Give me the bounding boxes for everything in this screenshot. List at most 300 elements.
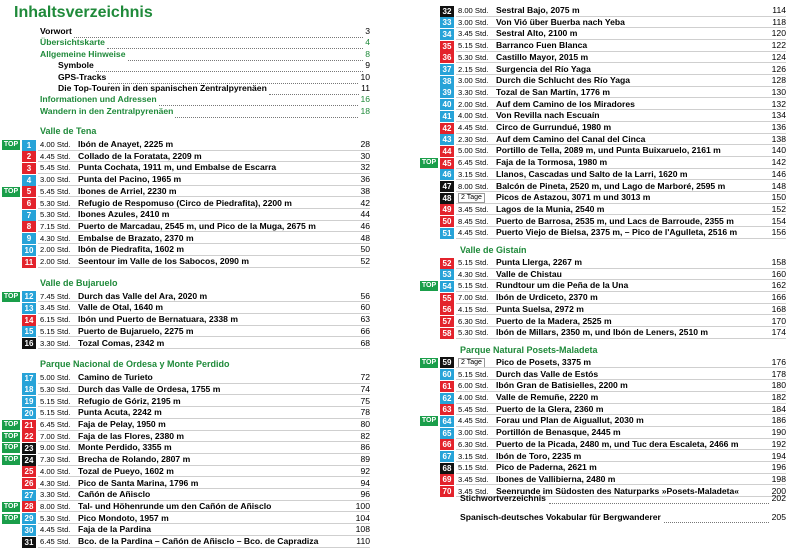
tour-page: 110 xyxy=(356,536,370,546)
tour-page: 52 xyxy=(360,256,370,266)
top-tour-badge: TOP xyxy=(3,292,19,300)
tour-number: 40 xyxy=(440,99,454,110)
front-matter-row[interactable] xyxy=(40,49,370,60)
tour-duration: 2.00 Std. xyxy=(40,245,71,255)
tour-number: 37 xyxy=(440,64,454,75)
tour-name: Valle de Remuñe, 2220 m xyxy=(496,392,599,402)
tour-number: 46 xyxy=(440,169,454,180)
tour-name: Sestral Alto, 2100 m xyxy=(496,28,578,39)
tour-name: Tozal de San Martín, 1776 m xyxy=(496,86,610,97)
tour-duration: 7.30 Std. xyxy=(40,455,71,465)
top-tour-badge: TOP xyxy=(3,444,19,452)
tour-row[interactable] xyxy=(420,64,786,76)
tour-number: 61 xyxy=(440,381,454,392)
tour-number: 7 xyxy=(22,210,36,221)
tour-number: 32 xyxy=(440,6,454,17)
front-matter xyxy=(40,26,370,117)
tour-number: 36 xyxy=(440,52,454,63)
tour-duration: 6.00 Std. xyxy=(458,381,489,391)
tour-name: Valle de Chistau xyxy=(496,268,562,279)
tour-duration: 4.45 Std. xyxy=(458,123,489,132)
tour-page: 158 xyxy=(771,257,786,267)
tour-number: 51 xyxy=(440,228,454,239)
tour-number: 4 xyxy=(22,175,36,186)
front-matter-page: 16 xyxy=(360,94,370,105)
tour-number: 8 xyxy=(22,221,36,232)
tour-duration: 4.45 Std. xyxy=(458,228,489,238)
row-rule xyxy=(456,238,786,239)
tour-row[interactable] xyxy=(420,17,786,29)
tour-row[interactable] xyxy=(420,380,786,392)
tour-page: 194 xyxy=(771,450,786,461)
tour-row[interactable] xyxy=(2,314,370,326)
tour-page: 124 xyxy=(771,51,786,62)
tour-number: 19 xyxy=(22,396,36,407)
leader-dots xyxy=(175,106,358,118)
tour-name: Llanos, Cascadas und Salto de la Larri, 1620 m xyxy=(496,168,688,179)
tour-duration: 4.00 Std. xyxy=(458,111,489,121)
tour-name: Sestral Bajo, 2075 m xyxy=(496,5,580,15)
tour-duration: 6.45 Std. xyxy=(40,420,71,429)
leader-dots xyxy=(128,49,363,61)
tour-row[interactable] xyxy=(420,40,786,52)
top-tour-badge: TOP xyxy=(421,282,437,290)
leader-dots xyxy=(549,492,769,504)
tour-duration: 3.45 Std. xyxy=(40,303,71,313)
tour-duration: 6.45 Std. xyxy=(458,158,489,168)
tour-number: 59 xyxy=(440,357,454,368)
tour-page: 200 xyxy=(771,485,786,496)
tour-row[interactable] xyxy=(420,304,786,316)
tour-name: Ibones de Vallibierna, 2480 m xyxy=(496,473,616,484)
tour-row[interactable] xyxy=(2,524,370,536)
tour-number: 62 xyxy=(440,393,454,404)
tour-name: Puerto de Marcadau, 2545 m, und Pico de la Muga, 2675 m xyxy=(78,220,316,231)
tour-page: 196 xyxy=(771,462,786,473)
tour-duration: 6.30 Std. xyxy=(458,439,489,449)
tour-duration: 6.30 Std. xyxy=(458,316,489,326)
tour-duration: 5.15 Std. xyxy=(458,369,489,379)
tour-duration: 3.30 Std. xyxy=(40,490,71,500)
tour-duration: 2.30 Std. xyxy=(458,134,489,144)
tour-number: 3 xyxy=(22,163,36,174)
tour-row[interactable] xyxy=(420,316,786,328)
tour-duration: 8.00 Std. xyxy=(458,181,489,191)
tour-number: 43 xyxy=(440,134,454,145)
tour-name: Durch das Valle de Estós xyxy=(496,368,599,379)
tour-name: Pico de Posets, 3375 m xyxy=(496,356,592,367)
tour-duration: 4.45 Std. xyxy=(40,525,71,535)
tour-row[interactable] xyxy=(2,186,370,198)
tour-name: Balcón de Pineta, 2520 m, und Lago de Marboré, 2595 m xyxy=(496,180,726,191)
front-matter-page: 8 xyxy=(365,48,370,59)
tour-duration: 3.45 Std. xyxy=(458,474,489,484)
tour-duration: 5.15 Std. xyxy=(458,258,489,267)
tour-page: 108 xyxy=(355,524,370,535)
tour-page: 130 xyxy=(771,86,786,97)
tour-row[interactable] xyxy=(420,145,786,157)
tour-row[interactable] xyxy=(2,536,370,548)
tour-row[interactable] xyxy=(2,338,370,350)
tour-name: Cañón de Añisclo xyxy=(78,489,151,500)
tour-page: 50 xyxy=(360,244,370,255)
tour-row[interactable] xyxy=(420,292,786,304)
tour-row[interactable] xyxy=(420,427,786,439)
tour-name: Puerto de Bujaruelo, 2275 m xyxy=(78,325,194,336)
tour-page: 154 xyxy=(771,215,786,226)
tour-page: 94 xyxy=(360,477,370,488)
tour-row[interactable] xyxy=(420,99,786,111)
duration-badge: 2 Tage xyxy=(458,358,485,368)
tour-row[interactable] xyxy=(2,221,370,233)
tour-row[interactable] xyxy=(420,439,786,451)
tour-name: Refugio de Góriz, 2195 m xyxy=(78,395,181,406)
tour-page: 178 xyxy=(771,368,786,379)
tour-row[interactable] xyxy=(420,451,786,463)
tour-row[interactable] xyxy=(2,442,370,454)
tour-row[interactable] xyxy=(420,122,786,134)
leader-dots xyxy=(664,511,769,523)
tour-duration: 3.00 Std. xyxy=(458,17,489,27)
front-matter-row[interactable] xyxy=(40,60,370,71)
tour-row[interactable] xyxy=(420,327,786,339)
tour-page: 56 xyxy=(360,290,370,301)
tour-name: Ibón de Anayet, 2225 m xyxy=(78,139,174,149)
tour-row[interactable] xyxy=(420,28,786,40)
tour-duration: 2.00 Std. xyxy=(40,257,71,266)
tour-duration: 5.30 Std. xyxy=(40,198,71,208)
tour-duration: 4.30 Std. xyxy=(40,233,71,243)
tour-row[interactable] xyxy=(420,415,786,427)
front-matter-page: 9 xyxy=(365,60,370,71)
tour-name: Portillo de Tella, 2089 m, und Punta Buixaruelo, 2161 m xyxy=(496,145,721,156)
tour-duration: 7.00 Std. xyxy=(458,293,489,303)
tour-number: 17 xyxy=(22,373,36,384)
tour-row[interactable] xyxy=(420,52,786,64)
front-matter-row[interactable] xyxy=(40,106,370,117)
tour-duration: 5.15 Std. xyxy=(40,326,71,336)
tour-page: 92 xyxy=(360,465,370,476)
tour-row[interactable] xyxy=(2,478,370,490)
back-matter-row[interactable] xyxy=(460,511,786,523)
tour-name: Faja de la Pardina xyxy=(78,524,152,535)
tour-number: 23 xyxy=(22,443,36,454)
tour-name: Auf dem Camino del Canal del Cinca xyxy=(496,133,646,144)
tour-page: 28 xyxy=(360,139,370,149)
tour-page: 72 xyxy=(360,372,370,383)
top-tour-badge: TOP xyxy=(3,187,19,195)
tour-number: 68 xyxy=(440,463,454,474)
tour-page: 148 xyxy=(771,180,786,191)
tour-page: 118 xyxy=(772,16,786,27)
tour-page: 166 xyxy=(771,292,786,303)
tour-row[interactable] xyxy=(2,256,370,268)
tour-duration: 2.00 Std. xyxy=(458,99,489,109)
tour-number: 13 xyxy=(22,303,36,314)
front-matter-page: 10 xyxy=(360,71,370,82)
top-tour-badge: TOP xyxy=(3,432,19,440)
tour-name: Pico de Paderna, 2621 m xyxy=(496,462,597,473)
tour-number: 35 xyxy=(440,41,454,52)
tour-page: 176 xyxy=(771,356,786,367)
row-rule xyxy=(38,547,370,548)
tour-number: 47 xyxy=(440,181,454,192)
tour-name: Puerto de la Glera, 2360 m xyxy=(496,403,604,414)
tour-duration: 6.15 Std. xyxy=(40,315,71,325)
tour-row[interactable] xyxy=(2,489,370,501)
tour-page: 168 xyxy=(771,303,786,314)
tour-number: 29 xyxy=(22,513,36,524)
tour-page: 44 xyxy=(360,209,370,220)
tour-duration: 5.00 Std. xyxy=(40,373,71,383)
tour-number: 31 xyxy=(22,537,36,548)
tour-duration: 3.30 Std. xyxy=(40,338,71,348)
tour-row[interactable] xyxy=(420,357,786,369)
tour-number: 34 xyxy=(440,29,454,40)
tour-number: 16 xyxy=(22,338,36,349)
tour-row[interactable] xyxy=(2,244,370,256)
tour-number: 28 xyxy=(22,501,36,512)
tour-number: 54 xyxy=(440,281,454,292)
section-heading: Valle de Bujaruelo xyxy=(40,277,118,288)
tour-number: 66 xyxy=(440,439,454,450)
top-tour-badge: TOP xyxy=(421,159,437,167)
tour-row[interactable] xyxy=(420,269,786,281)
tour-number: 44 xyxy=(440,146,454,157)
front-matter-row[interactable] xyxy=(40,26,370,37)
tour-row[interactable] xyxy=(420,404,786,416)
tour-name: Faja de las Flores, 2380 m xyxy=(78,430,185,441)
tour-number: 65 xyxy=(440,428,454,439)
tour-duration: 5.30 Std. xyxy=(40,384,71,394)
tour-row[interactable] xyxy=(420,462,786,474)
tour-row[interactable] xyxy=(420,369,786,381)
tour-number: 14 xyxy=(22,315,36,326)
tour-row[interactable] xyxy=(420,216,786,228)
tour-name: Ibón Gran de Batisielles, 2200 m xyxy=(496,380,628,391)
tour-page: 184 xyxy=(771,403,786,414)
tour-row[interactable] xyxy=(2,151,370,163)
tour-number: 22 xyxy=(22,431,36,442)
tour-row[interactable] xyxy=(420,280,786,292)
tour-name: Ibón de Urdiceto, 2370 m xyxy=(496,292,598,303)
tour-duration: 5.15 Std. xyxy=(458,463,489,473)
tour-row[interactable] xyxy=(420,227,786,239)
tour-page: 60 xyxy=(360,302,370,313)
tour-page: 89 xyxy=(360,454,370,465)
tour-name: Ibón de Piedrafita, 1602 m xyxy=(78,244,185,255)
tour-number: 67 xyxy=(440,451,454,462)
tour-name: Seenrunde im Südosten des Naturparks »Posets-Maladeta« xyxy=(496,485,740,496)
tour-page: 140 xyxy=(771,145,786,156)
tour-duration: 5.45 Std. xyxy=(40,163,71,173)
top-tour-badge: TOP xyxy=(421,417,437,425)
tour-page: 134 xyxy=(771,110,786,121)
tour-row[interactable] xyxy=(2,466,370,478)
tour-page: 150 xyxy=(771,192,786,203)
tour-number: 5 xyxy=(22,186,36,197)
tour-duration: 4.15 Std. xyxy=(458,304,489,314)
front-matter-page: 18 xyxy=(360,105,370,116)
tour-row[interactable] xyxy=(2,302,370,314)
tour-duration: 5.30 Std. xyxy=(458,52,489,62)
tour-row[interactable] xyxy=(420,134,786,146)
tour-page: 162 xyxy=(771,280,786,291)
tour-number: 69 xyxy=(440,474,454,485)
tour-number: 27 xyxy=(22,490,36,501)
tour-page: 80 xyxy=(360,419,370,429)
tour-row[interactable] xyxy=(2,162,370,174)
tour-page: 152 xyxy=(771,203,786,214)
tour-number: 24 xyxy=(22,455,36,466)
tour-number: 64 xyxy=(440,416,454,427)
tour-row[interactable] xyxy=(420,204,786,216)
tour-page: 63 xyxy=(360,314,370,325)
tour-page: 68 xyxy=(360,337,370,348)
tour-page: 160 xyxy=(771,268,786,279)
tour-row[interactable] xyxy=(420,5,786,17)
top-tour-badge: TOP xyxy=(3,421,19,428)
tour-row[interactable] xyxy=(2,407,370,419)
tour-row[interactable] xyxy=(420,75,786,87)
leader-dots xyxy=(74,26,363,38)
tour-name: Ibón de Millars, 2350 m, und Ibón de Leners, 2510 m xyxy=(496,327,709,338)
tour-row[interactable] xyxy=(2,326,370,338)
tour-number: 10 xyxy=(22,245,36,256)
tour-duration: 4.30 Std. xyxy=(458,269,489,279)
tour-duration: 5.30 Std. xyxy=(40,513,71,523)
tour-page: 96 xyxy=(360,489,370,500)
tour-number: 55 xyxy=(440,293,454,304)
tour-duration: 3.45 Std. xyxy=(458,204,489,214)
tour-number: 6 xyxy=(22,198,36,209)
front-matter-row[interactable] xyxy=(40,37,370,48)
tour-row[interactable] xyxy=(2,139,370,151)
tour-number: 57 xyxy=(440,316,454,327)
tour-number: 70 xyxy=(440,486,454,497)
tour-duration: 5.30 Std. xyxy=(458,328,489,338)
front-matter-row[interactable] xyxy=(40,72,370,83)
tour-row[interactable] xyxy=(2,384,370,396)
front-matter-label: GPS-Tracks xyxy=(58,71,107,82)
tour-row[interactable] xyxy=(2,291,370,303)
tour-duration: 3.00 Std. xyxy=(458,428,489,438)
tour-row[interactable] xyxy=(2,501,370,513)
tour-number: 45 xyxy=(440,158,454,169)
front-matter-row[interactable] xyxy=(40,83,370,94)
tour-page: 146 xyxy=(771,168,786,179)
tour-row[interactable] xyxy=(2,209,370,221)
tour-row[interactable] xyxy=(2,454,370,466)
tour-row[interactable] xyxy=(2,419,370,431)
tour-name: Embalse de Brazato, 2370 m xyxy=(78,232,194,243)
tour-row[interactable] xyxy=(420,192,786,204)
tour-name: Puerto de Barrosa, 2535 m, und Lacs de Barroude, 2355 m xyxy=(496,215,734,226)
tour-name: Durch das Valle del Ara, 2020 m xyxy=(78,290,208,301)
tour-name: Faja de la Tormosa, 1980 m xyxy=(496,157,608,168)
tour-number: 49 xyxy=(440,204,454,215)
tour-row[interactable] xyxy=(420,474,786,486)
tour-row[interactable] xyxy=(2,396,370,408)
tour-name: Rundtour um die Peña de la Una xyxy=(496,280,629,291)
tour-number: 60 xyxy=(440,369,454,380)
tour-row[interactable] xyxy=(2,174,370,186)
section-heading: Parque Nacional de Ordesa y Monte Perdido xyxy=(40,359,230,370)
tour-row[interactable] xyxy=(420,392,786,404)
tour-page: 36 xyxy=(360,174,370,185)
tour-page: 32 xyxy=(360,162,370,173)
tour-row[interactable] xyxy=(420,169,786,181)
tour-page: 126 xyxy=(771,63,786,74)
tour-name: Punta Cochata, 1911 m, und Embalse de Escarra xyxy=(78,162,277,173)
tour-number: 15 xyxy=(22,326,36,337)
tour-page: 128 xyxy=(771,75,786,86)
tour-number: 63 xyxy=(440,404,454,415)
tour-row[interactable] xyxy=(420,157,786,169)
front-matter-label: Übersichtskarte xyxy=(40,37,105,48)
tour-row[interactable] xyxy=(2,372,370,384)
tour-number: 26 xyxy=(22,478,36,489)
back-matter-row[interactable] xyxy=(460,492,786,504)
tour-row[interactable] xyxy=(420,110,786,122)
tour-page: 180 xyxy=(771,380,786,391)
tour-number: 33 xyxy=(440,17,454,28)
tour-duration: 5.45 Std. xyxy=(458,404,489,414)
tour-page: 38 xyxy=(360,185,370,196)
front-matter-page: 4 xyxy=(365,37,370,48)
tour-duration: 5.15 Std. xyxy=(40,408,71,418)
section-heading: Parque Natural Posets-Maladeta xyxy=(460,344,598,355)
tour-row[interactable] xyxy=(2,198,370,210)
leader-dots xyxy=(269,83,359,95)
tour-name: Ibones Azules, 2410 m xyxy=(78,209,170,220)
tour-page: 156 xyxy=(771,227,786,238)
front-matter-row[interactable] xyxy=(40,94,370,105)
tour-duration: 4.00 Std. xyxy=(458,393,489,402)
tour-row[interactable] xyxy=(2,233,370,245)
tour-row[interactable] xyxy=(420,87,786,99)
tour-duration: 2.15 Std. xyxy=(458,64,489,74)
page-title: Inhaltsverzeichnis xyxy=(14,4,153,21)
tour-name: Faja de Pelay, 1950 m xyxy=(78,419,166,429)
tour-number: 25 xyxy=(22,466,36,477)
tour-row[interactable] xyxy=(420,181,786,193)
tour-number: 53 xyxy=(440,269,454,280)
tour-page: 174 xyxy=(771,327,786,338)
tour-number: 1 xyxy=(22,140,36,151)
tour-number: 56 xyxy=(440,304,454,315)
tour-number: 38 xyxy=(440,76,454,87)
tour-number: 12 xyxy=(22,291,36,302)
tour-number: 50 xyxy=(440,216,454,227)
tour-duration: 4.45 Std. xyxy=(40,151,71,161)
tour-row[interactable] xyxy=(2,513,370,525)
back-matter-label: Stichwortverzeichnis xyxy=(460,493,546,503)
tour-page: 142 xyxy=(771,157,786,168)
tour-name: Von Vió über Buerba nach Yeba xyxy=(496,16,625,27)
tour-duration: 3.30 Std. xyxy=(458,87,489,97)
front-matter-label: Informationen und Adressen xyxy=(40,94,157,105)
tour-duration: 7.15 Std. xyxy=(40,221,71,231)
tour-row[interactable] xyxy=(420,257,786,269)
tour-name: Ibones de Arriel, 2230 m xyxy=(78,185,177,196)
tour-name: Pico de Santa Marina, 1796 m xyxy=(78,477,199,488)
tour-row[interactable] xyxy=(2,431,370,443)
tour-duration: 8.00 Std. xyxy=(40,501,71,511)
front-matter-label: Wandern in den Zentralpyrenäen xyxy=(40,105,174,116)
tour-duration: 7.00 Std. xyxy=(40,431,71,441)
leader-dots xyxy=(159,94,358,106)
